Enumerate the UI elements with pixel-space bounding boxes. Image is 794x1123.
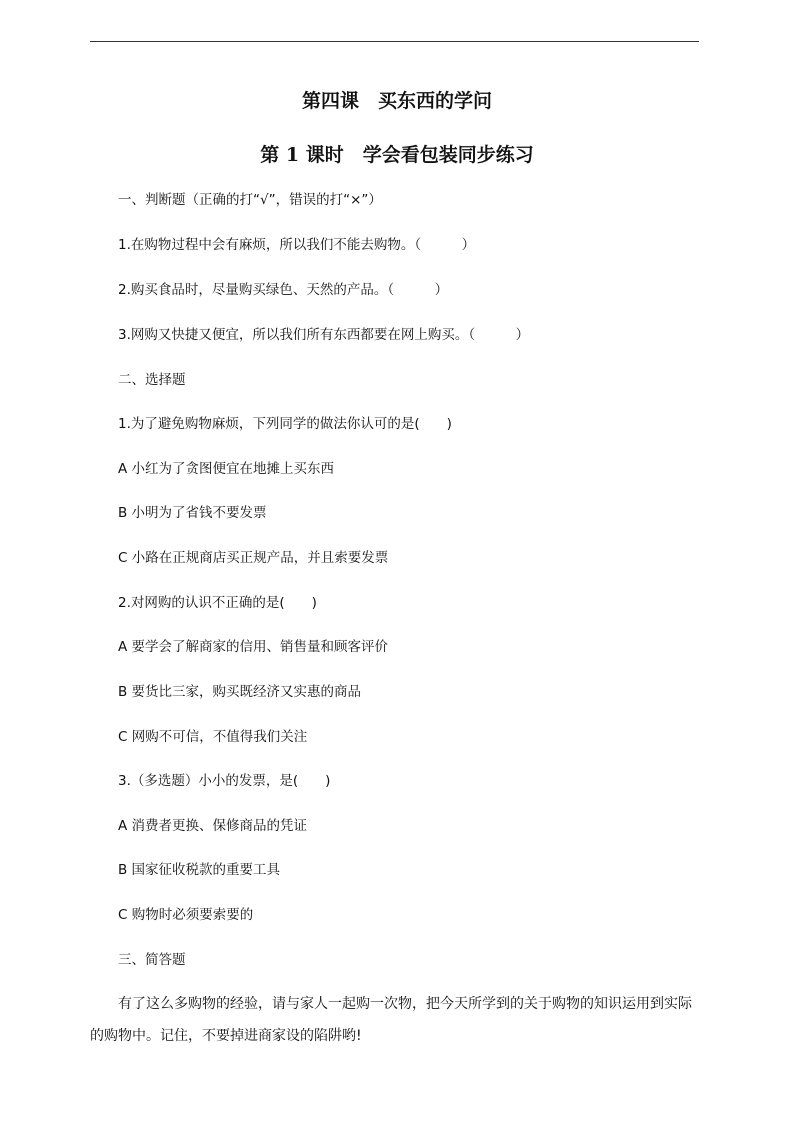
section-heading-judgement: 一、判断题（正确的打“√”，错误的打“×”） [118,192,382,208]
choice-question-2: 2.对网购的认识不正确的是( ) [118,595,317,611]
choice-q1-option-b: B 小明为了省钱不要发票 [118,505,267,521]
judgement-item-2: 2.购买食品时，尽量购买绿色、天然的产品。（ ） [118,282,449,298]
section-heading-short-answer: 三、简答题 [118,952,186,968]
choice-q1-option-a: A 小红为了贪图便宜在地摊上买东西 [118,461,335,477]
choice-q2-option-c: C 网购不可信，不值得我们关注 [118,729,308,745]
choice-q3-option-a: A 消费者更换、保修商品的凭证 [118,818,308,834]
short-answer-text-line-2: 的购物中。记住，不要掉进商家设的陷阱哟! [90,1028,362,1044]
section-heading-choice: 二、选择题 [118,372,186,388]
choice-q3-option-c: C 购物时必须要索要的 [118,907,254,923]
short-answer-text-line-1: 有了这么多购物的经验，请与家人一起购一次物，把今天所学到的关于购物的知识运用到实际 [118,996,692,1012]
choice-q1-option-c: C 小路在正规商店买正规产品，并且索要发票 [118,550,389,566]
lesson-subtitle: 第 1 课时 学会看包装同步练习 [260,144,534,166]
choice-q2-option-a: A 要学会了解商家的信用、销售量和顾客评价 [118,639,389,655]
choice-q2-option-b: B 要货比三家，购买既经济又实惠的商品 [118,684,362,700]
choice-question-1: 1.为了避免购物麻烦，下列同学的做法你认可的是( ) [118,416,452,432]
choice-question-3: 3.（多选题）小小的发票，是( ) [118,773,331,789]
judgement-item-3: 3.网购又快捷又便宜，所以我们所有东西都要在网上购买。（ ） [118,327,530,343]
choice-q3-option-b: B 国家征收税款的重要工具 [118,862,281,878]
judgement-item-1: 1.在购物过程中会有麻烦，所以我们不能去购物。（ ） [118,237,476,253]
header-rule [90,41,699,42]
lesson-title: 第四课 买东西的学问 [301,90,492,112]
